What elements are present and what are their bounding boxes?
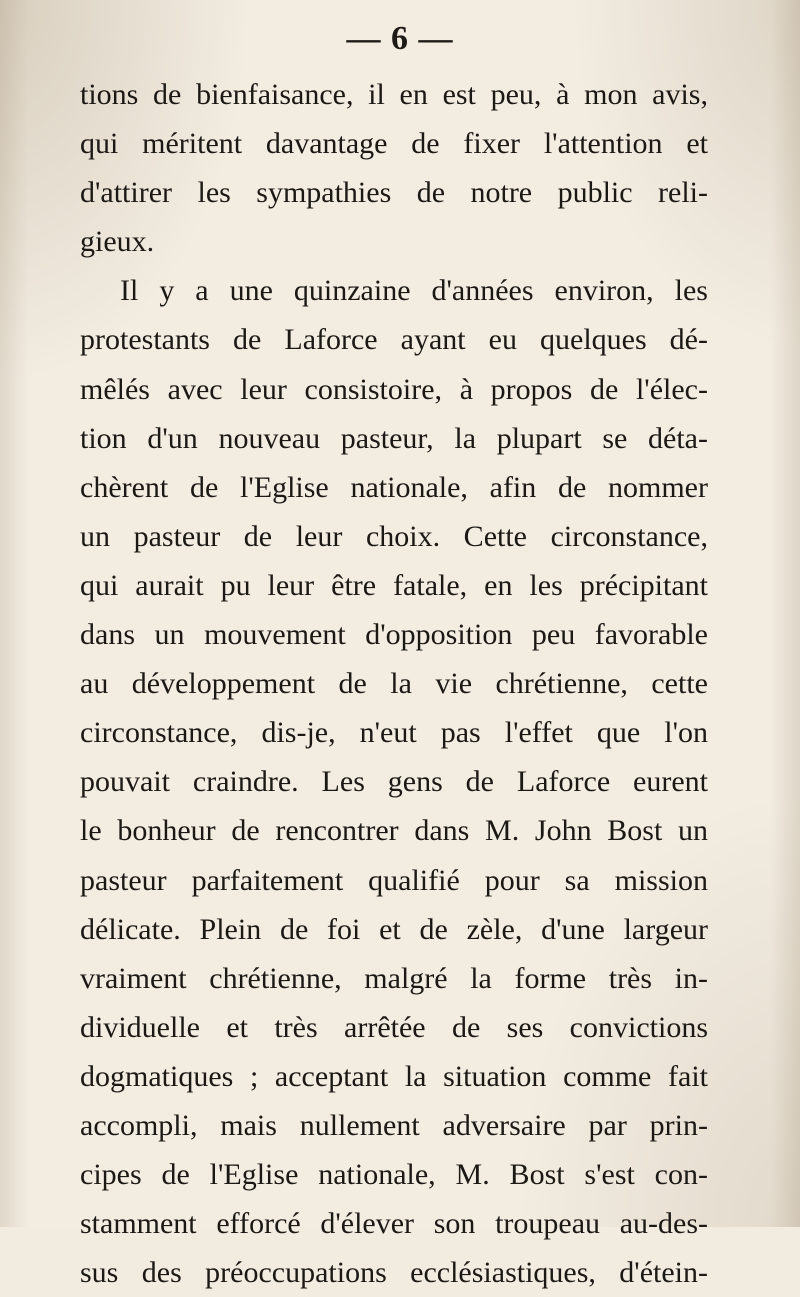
text-line: qui aurait pu leur être fatale, en les précipitant — [80, 568, 708, 602]
text-line: pouvait craindre. Les gens de Laforce eurent — [80, 765, 708, 799]
text-line: pasteur parfaitement qualifié pour sa mission — [80, 863, 708, 897]
text-line: Il y a une quinzaine d'années environ, les — [120, 274, 708, 308]
text-line: au développement de la vie chrétienne, cette — [80, 667, 708, 701]
text-line: dans un mouvement d'opposition peu favorable — [80, 618, 708, 652]
text-line: dividuelle et très arrêtée de ses convictions — [80, 1010, 708, 1044]
text-line: mêlés avec leur consistoire, à propos de l'élec- — [80, 372, 708, 406]
text-line: délicate. Plein de foi et de zèle, d'une largeur — [80, 912, 708, 946]
text-line: stamment efforcé d'élever son troupeau au-des- — [80, 1207, 708, 1241]
text-line: tions de bienfaisance, il en est peu, à mon avis, — [80, 78, 708, 111]
text-line: gieux. — [80, 225, 155, 259]
text-line: sus des préoccupations ecclésiastiques, d'étein- — [80, 1256, 708, 1290]
text-line: le bonheur de rencontrer dans M. John Bost un — [80, 814, 708, 848]
text-line: vraiment chrétienne, malgré la forme très in- — [80, 961, 708, 995]
text-line: accompli, mais nullement adversaire par prin- — [80, 1108, 708, 1142]
text-line: d'attirer les sympathies de notre public reli- — [80, 176, 708, 210]
text-line: tion d'un nouveau pasteur, la plupart se déta- — [80, 421, 708, 455]
body-text — [80, 70, 708, 1297]
text-line: chèrent de l'Eglise nationale, afin de nommer — [80, 470, 708, 504]
text-line: un pasteur de leur choix. Cette circonstance, — [80, 519, 708, 553]
text-line: cipes de l'Eglise nationale, M. Bost s'est con- — [80, 1158, 708, 1192]
page-number: — 6 — — [346, 20, 454, 57]
paragraph-1 — [80, 70, 708, 266]
paragraph-2 — [80, 266, 708, 1297]
text-line: protestants de Laforce ayant eu quelques dé- — [80, 323, 708, 357]
text-line: circonstance, dis-je, n'eut pas l'effet que l'on — [80, 716, 708, 750]
text-line: dogmatiques ; acceptant la situation comme fait — [80, 1059, 708, 1093]
text-line: qui méritent davantage de fixer l'attention et — [80, 127, 708, 161]
